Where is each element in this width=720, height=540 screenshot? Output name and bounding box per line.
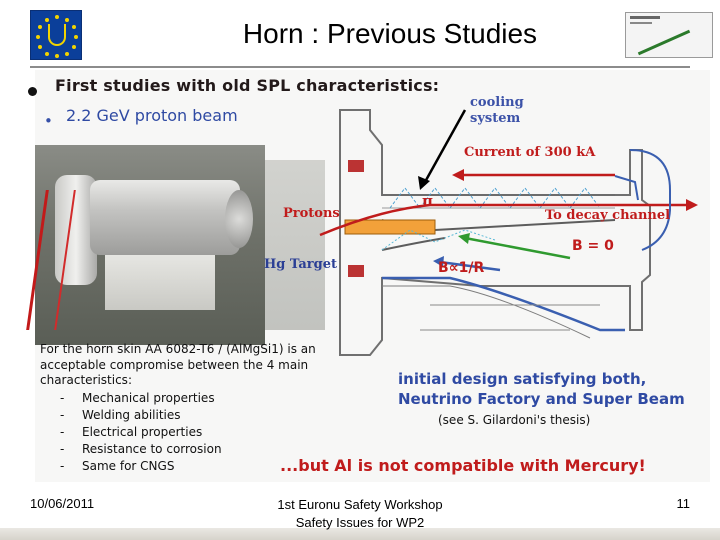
design-statement [398,369,685,409]
list-item: - Same for CNGS [60,459,175,473]
page-number: 11 [676,496,690,511]
footer-event [240,496,480,532]
horn-photo-cylinder [90,180,240,255]
design-line-1: initial design satisfying both, [398,370,647,388]
label-b-proportional: B∝1/R [438,260,485,276]
horn-photo-endcap [225,190,253,248]
bullet-dot [28,87,37,96]
design-line-2: Neutrino Factory and Super Beam [398,390,685,408]
horn-photo-stand [105,255,215,310]
horn-skin-intro: For the horn skin AA 6082-T6 / (AlMgSi1) is an acceptable compromise between the 4 main characteristics: [40,342,316,387]
list-item: - Mechanical properties [60,391,215,405]
label-cooling-system: cooling system [470,95,524,126]
label-current: Current of 300 kA [464,145,596,160]
label-protons: Protons [283,206,340,221]
sub-bullet-proton-beam: 2.2 GeV proton beam [66,106,238,125]
mercury-warning: ...but Al is not compatible with Mercury! [280,456,646,475]
characteristics-list [40,390,300,475]
label-b-zero: B = 0 [572,238,614,254]
header-divider [30,66,690,68]
slide-title: Horn : Previous Studies [242,18,538,49]
sub-bullet-marker: • [44,112,53,130]
list-item: - Welding abilities [60,408,181,422]
footer-event-line-1: 1st Euronu Safety Workshop [277,497,443,512]
content-heading: First studies with old SPL characteristics: [55,76,440,95]
eu-flag-logo [30,10,82,60]
label-pi: π [422,192,433,210]
horn-skin-paragraph [40,342,330,389]
list-item: - Resistance to corrosion [60,442,222,456]
label-hg-target: Hg Target [264,257,337,272]
label-decay-channel: To decay channel [545,208,671,223]
beamline-map-thumbnail [625,12,713,58]
design-reference: (see S. Gilardoni's thesis) [438,413,591,427]
footer-date: 10/06/2011 [30,496,95,511]
footer-event-line-2: Safety Issues for WP2 [295,515,425,530]
list-item: - Electrical properties [60,425,203,439]
horn-cross-section-drawing [270,90,710,365]
